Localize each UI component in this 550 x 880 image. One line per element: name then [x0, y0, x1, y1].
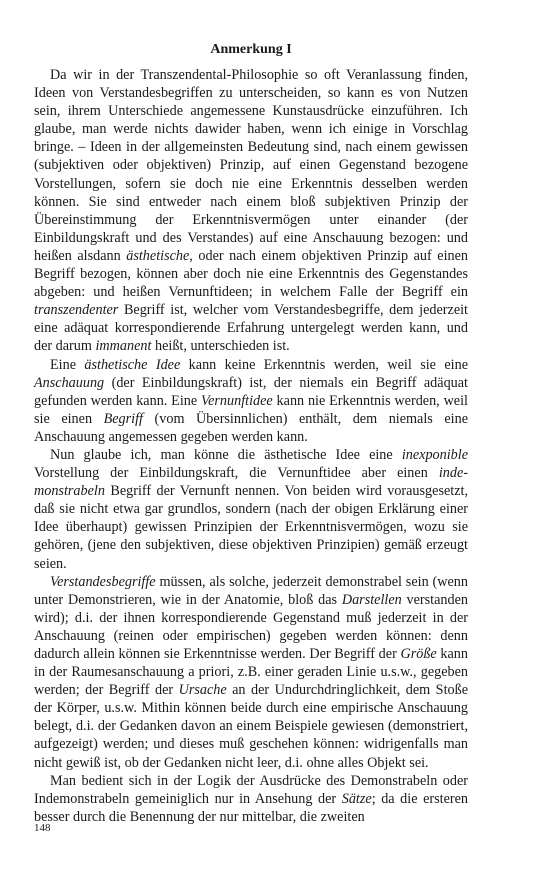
italic-term: indemonstrabeln	[34, 465, 468, 500]
italic-term: ästhetische	[126, 247, 190, 264]
paragraph-2: Eine ästhetische Idee kann keine Erkenntnis werden, weil sie eine Anschauung (der Einbildungskraft) ist, der niemals ein Begriff adäquat gefunden werden kann. Eine Vernunftidee kann nie Erkenntnis werden, weil sie einen Begriff (vom Übersinnlichen) enthält, dem niemals eine Anschauung angemessen gegeben werden kann.	[34, 356, 469, 445]
italic-term: inexponible	[401, 446, 468, 463]
italic-term: Begriff	[103, 410, 143, 427]
page-body	[34, 40, 468, 826]
italic-term: Verstandesbegriffe	[50, 573, 156, 590]
italic-term: Darstellen	[341, 591, 402, 608]
italic-term: Größe	[400, 646, 437, 662]
page-number: 148	[34, 822, 51, 834]
italic-term: Ursache	[178, 682, 227, 699]
italic-term: transzendenter	[34, 302, 119, 319]
italic-term: Anschauung	[34, 374, 105, 391]
italic-term: Sätze	[341, 790, 372, 807]
italic-term: Vernunftidee	[201, 392, 273, 409]
paragraph-3: Nun glaube ich, man könne die ästhetische Idee eine inexponible Vorstellung der Einbildungskraft, die Vernunftidee aber einen indemonstrabeln Begriff der Vernunft nennen. Von beiden wird vorausgesetzt, daß sie nicht etwa gar grundlos, sondern (nach der obigen Erklärung einer Idee überhaupt) gewissen Prinzipien der Erkenntnisvermögen, wozu sie gehören, (jene den subjektiven, diese objektiven Prinzipien) gemäß erzeugt seien.	[34, 446, 468, 572]
paragraph-1: Da wir in der Transzendental-Philosophie so oft Veranlassung finden, Ideen von Verstandesbegriffen zu unterscheiden, so kann es von Nutzen sein, ihrem Unterschiede angemessene Kunstausdrücke einzuführen. Ich glaube, man werde nichts dawider haben, wenn ich einige in Vorschlag bringe. – Ideen in der allgemeinsten Bedeutung sind, nach einem gewissen (subjektiven oder objektiven) Prinzip, auf einen Gegenstand bezogene Vorstellungen, sofern sie doch nie eine Erkenntnis desselben werden können. Sie sind entweder nach einem bloß subjektiven Prinzip der Übereinstimmung der Erkenntnisvermögen unter einander (der Einbildungskraft und des Verstandes) auf eine Anschauung bezogen: und heißen alsdann ästhetische, oder nach einem objektiven Prinzip auf einen Begriff bezogen, können aber doch nie eine Erkenntnis des Gegenstandes abgeben: und heißen Vernunftideen; in welchem Falle der Begriff ein transzendenter Begriff ist, welcher vom Verstandesbegriffe, dem jederzeit eine adäquat korrespondierende Erfahrung untergelegt werden kann, und der darum immanent heißt, unterschieden ist.	[34, 67, 469, 355]
italic-term: ästhetische Idee	[84, 356, 181, 373]
italic-term: immanent	[95, 338, 152, 355]
paragraph-5: Man bedient sich in der Logik der Ausdrücke des Demonstrabeln oder Indemonstrabeln gemeiniglich nur in Ansehung der Sätze; da die ersteren besser durch die Benennung der nur mittelbar, die zweiten	[34, 772, 468, 825]
paragraph-4: Verstandesbegriffe müssen, als solche, jederzeit demonstrabel sein (wenn unter Demonstrieren, wie in der Anatomie, bloß das Darstellen verstanden wird); d.i. der ihnen korrespondierende Gegenstand muß jederzeit in der Anschauung (reinen oder empirischen) gegeben werden können: denn dadurch allein können sie Erkenntnisse werden. Der Begriff der Größe kann in der Raumesanschauung a priori, z.B. einer geraden Linie u.s.w., gegeben werden; der Begriff der Ursache an der Undurchdringlichkeit, dem Stoße der Körper, u.s.w. Mithin können beide durch eine empirische Anschauung belegt, d.i. der Gedanken davon an einem Beispiele gewiesen (demonstriert, aufgezeigt) werden; und dieses muß geschehen können: widrigenfalls man nicht gewiß ist, ob der Gedanken nicht leer, d.i. ohne alles Objekt sei.	[34, 573, 469, 771]
section-heading: Anmerkung I	[210, 42, 292, 57]
